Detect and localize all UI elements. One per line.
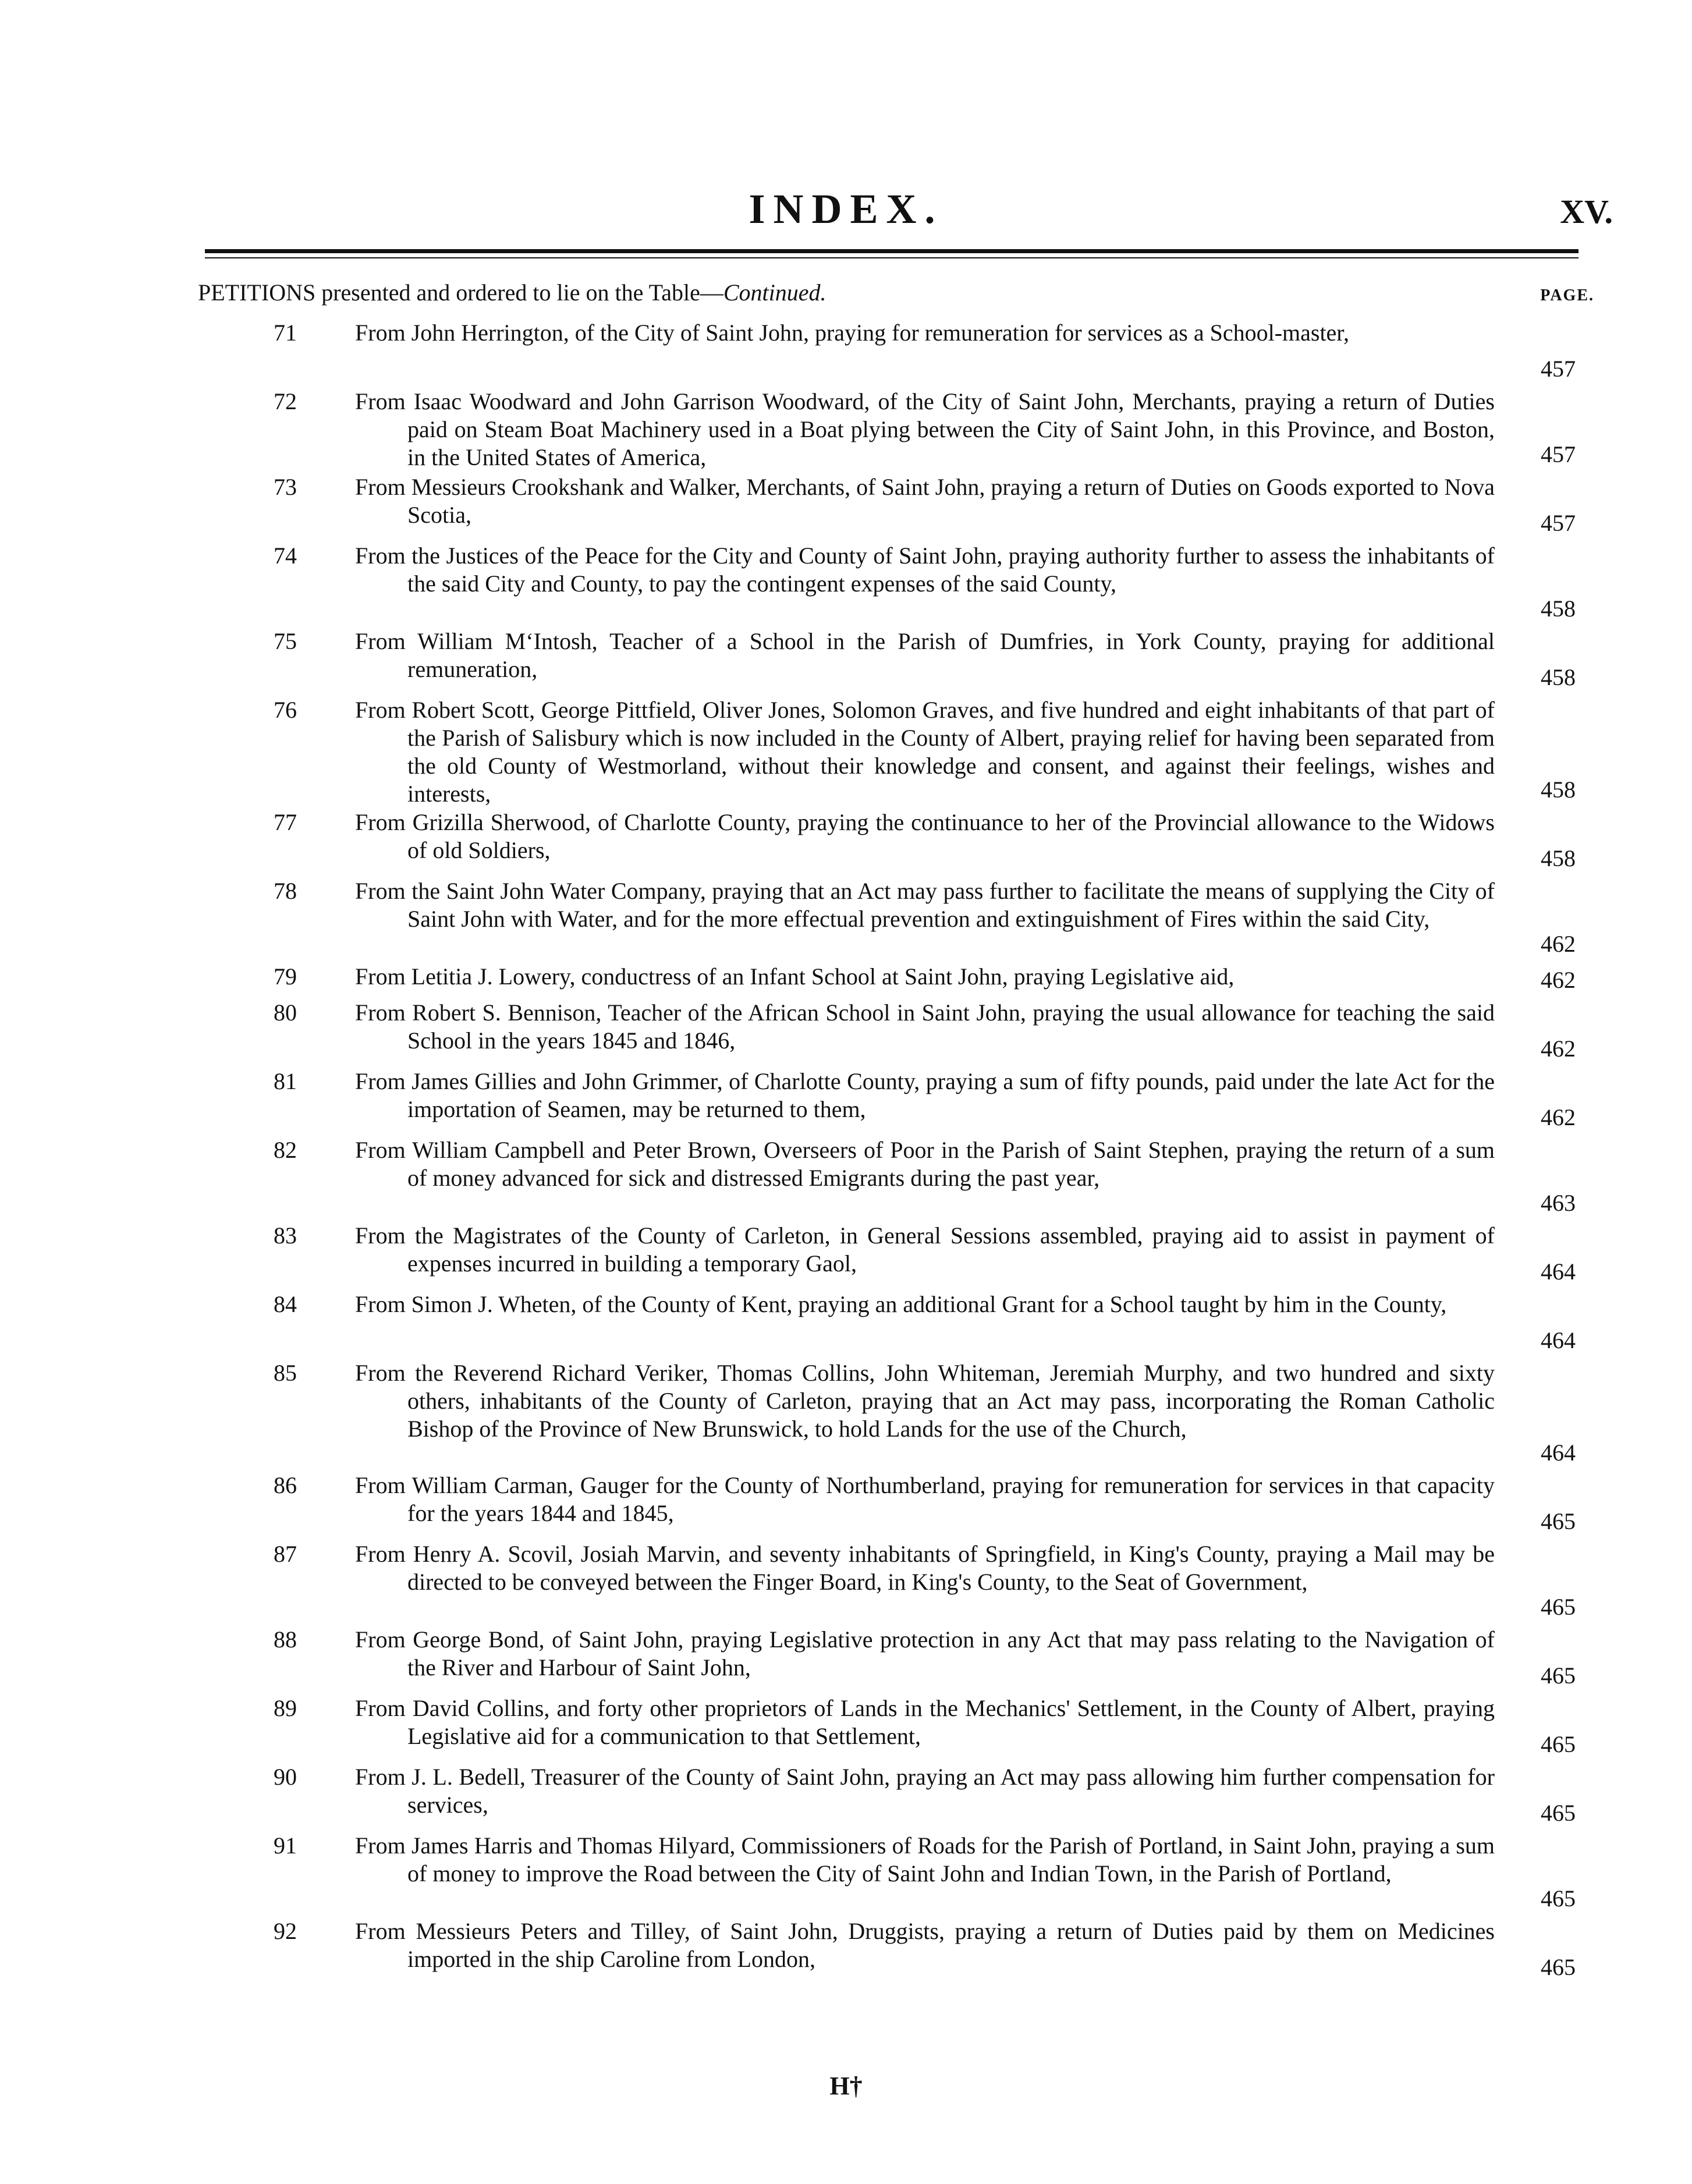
- petition-page: 464: [1541, 1258, 1576, 1285]
- petition-page: 465: [1541, 1594, 1576, 1620]
- petition-number: 80: [274, 999, 297, 1026]
- petition-page: 465: [1541, 1800, 1576, 1826]
- petition-page: 457: [1541, 510, 1576, 536]
- petition-number: 84: [274, 1291, 297, 1317]
- petition-page: 457: [1541, 441, 1576, 467]
- petition-text: From James Harris and Thomas Hilyard, Commissioners of Roads for the Parish of Portland, in Saint John, praying a sum of money to improve the Road between the City of Saint John and Indian Town, in the Parish of Portland,: [355, 1832, 1495, 1887]
- petition-page: 458: [1541, 845, 1576, 871]
- petition-text: From Robert S. Bennison, Teacher of the African School in Saint John, praying the usual allowance for teaching the said School in the years 1845 and 1846,: [355, 999, 1495, 1054]
- petition-text: From William M‘Intosh, Teacher of a School in the Parish of Dumfries, in York County, praying for additional remuneration,: [355, 628, 1495, 682]
- petition-text: From William Carman, Gauger for the County of Northumberland, praying for remuneration for services in that capacity for the years 1844 and 1845,: [355, 1472, 1495, 1526]
- section-heading-text: PETITIONS presented and ordered to lie on the Table—: [198, 279, 723, 306]
- petition-page: 458: [1541, 777, 1576, 803]
- petition-text: From Robert Scott, George Pittfield, Oliver Jones, Solomon Graves, and five hundred and eight inhabitants of that part of the Parish of Salisbury which is now included in the County of Albert, praying relief for having been separated from the old County of Westmorland, without their knowledge and consent, and against their feelings, wishes and interests,: [355, 697, 1495, 807]
- petition-number: 74: [274, 543, 297, 569]
- petition-number: 91: [274, 1832, 297, 1859]
- petition-entry: [0, 1763, 1692, 1832]
- petition-page: 465: [1541, 1731, 1576, 1757]
- petition-number: 76: [274, 697, 297, 723]
- page-title: INDEX.: [749, 186, 943, 232]
- petition-number: 78: [274, 878, 297, 904]
- printer-signature-mark: H†: [829, 2072, 863, 2100]
- petition-number: 90: [274, 1764, 297, 1790]
- petition-number: 92: [274, 1918, 297, 1944]
- petition-text: From Simon J. Wheten, of the County of Kent, praying an additional Grant for a School taught by him in the County,: [355, 1291, 1447, 1317]
- header-rule-thick: [205, 249, 1579, 253]
- petition-entry: [0, 542, 1692, 627]
- header-rule-thin: [205, 257, 1579, 258]
- petition-entry: [0, 963, 1692, 999]
- petition-entry: [0, 1222, 1692, 1290]
- petition-text: From Grizilla Sherwood, of Charlotte County, praying the continuance to her of the Provincial allowance to the Widows of old Soldiers,: [355, 809, 1495, 863]
- petition-entry: [0, 1832, 1692, 1917]
- petition-number: 75: [274, 628, 297, 654]
- petition-number: 85: [274, 1360, 297, 1386]
- petition-entry: [0, 319, 1692, 388]
- petition-page: 462: [1541, 931, 1576, 957]
- petition-page: 465: [1541, 1885, 1576, 1912]
- petition-page: 457: [1541, 356, 1576, 382]
- petition-text: From Isaac Woodward and John Garrison Woodward, of the City of Saint John, Merchants, praying a return of Duties paid on Steam Boat Machinery used in a Boat plying between the City of Saint John, in this Province, and Boston, in the United States of America,: [355, 388, 1495, 470]
- petition-number: 88: [274, 1626, 297, 1653]
- petition-page: 465: [1541, 1954, 1576, 1980]
- petition-entry: [0, 1136, 1692, 1222]
- petition-entry: [0, 1472, 1692, 1540]
- petition-text: From J. L. Bedell, Treasurer of the County of Saint John, praying an Act may pass allowing him further compensation for services,: [355, 1764, 1495, 1818]
- petition-number: 73: [274, 474, 297, 500]
- petition-text: From the Magistrates of the County of Carleton, in General Sessions assembled, praying aid to assist in payment of expenses incurred in building a temporary Gaol,: [355, 1222, 1495, 1277]
- petition-number: 71: [274, 320, 297, 346]
- petition-number: 81: [274, 1068, 297, 1094]
- petition-entry: [0, 1068, 1692, 1136]
- petition-text: From William Campbell and Peter Brown, Overseers of Poor in the Parish of Saint Stephen, praying the return of a sum of money advanced for sick and distressed Emigrants during the past year,: [355, 1137, 1495, 1191]
- petition-entry: [0, 627, 1692, 696]
- petition-page: 458: [1541, 664, 1576, 690]
- petition-page: 458: [1541, 595, 1576, 622]
- petition-text: From Henry A. Scovil, Josiah Marvin, and seventy inhabitants of Springfield, in King's County, praying a Mail may be directed to be conveyed between the Finger Board, in King's County, to the Seat of Government,: [355, 1541, 1495, 1595]
- petition-text: From Messieurs Peters and Tilley, of Saint John, Druggists, praying a return of Duties paid by them on Medicines imported in the ship Caroline from London,: [355, 1918, 1495, 1972]
- petition-number: 87: [274, 1541, 297, 1567]
- petition-list: [0, 319, 1692, 1986]
- petition-number: 79: [274, 963, 297, 990]
- petition-entry: [0, 999, 1692, 1068]
- petition-page: 464: [1541, 1440, 1576, 1466]
- petition-text: From the Reverend Richard Veriker, Thomas Collins, John Whiteman, Jeremiah Murphy, and two hundred and sixty others, inhabitants of the County of Carleton, praying that an Act may pass, incorporating the Roman Catholic Bishop of the Province of New Brunswick, to hold Lands for the use of the Church,: [355, 1360, 1495, 1442]
- page-folio: XV.: [1560, 193, 1613, 231]
- petition-text: From the Saint John Water Company, praying that an Act may pass further to facilitate the means of supplying the City of Saint John with Water, and for the more effectual prevention and extinguishment of Fires within the said City,: [355, 878, 1495, 932]
- petition-entry: [0, 1290, 1692, 1359]
- petition-text: From George Bond, of Saint John, praying Legislative protection in any Act that may pass relating to the Navigation of the River and Harbour of Saint John,: [355, 1626, 1495, 1680]
- petition-number: 83: [274, 1222, 297, 1249]
- petition-number: 89: [274, 1695, 297, 1721]
- petition-entry: [0, 877, 1692, 963]
- page-column-label: PAGE.: [1540, 286, 1594, 304]
- petition-entry: [0, 388, 1692, 473]
- petition-entry: [0, 1917, 1692, 1986]
- petition-entry: [0, 809, 1692, 877]
- petition-page: 465: [1541, 1662, 1576, 1689]
- petition-entry: [0, 1359, 1692, 1472]
- petition-entry: [0, 473, 1692, 542]
- petition-entry: [0, 1626, 1692, 1694]
- petition-number: 72: [274, 388, 297, 414]
- section-heading: [198, 278, 1595, 307]
- petition-text: From the Justices of the Peace for the City and County of Saint John, praying authority further to assess the inhabitants of the said City and County, to pay the contingent expenses of the said County,: [355, 543, 1495, 597]
- petition-text: From Messieurs Crookshank and Walker, Merchants, of Saint John, praying a return of Duties on Goods exported to Nova Scotia,: [355, 474, 1495, 528]
- petition-page: 464: [1541, 1327, 1576, 1353]
- petition-page: 462: [1541, 1104, 1576, 1130]
- petition-entry: [0, 1694, 1692, 1763]
- petition-number: 82: [274, 1137, 297, 1163]
- petition-text: From Letitia J. Lowery, conductress of an Infant School at Saint John, praying Legislative aid,: [355, 963, 1235, 990]
- petition-page: 465: [1541, 1508, 1576, 1534]
- petition-page: 463: [1541, 1190, 1576, 1216]
- petition-number: 86: [274, 1472, 297, 1498]
- petition-entry: [0, 1540, 1692, 1626]
- petition-page: 462: [1541, 1036, 1576, 1062]
- petition-text: From David Collins, and forty other proprietors of Lands in the Mechanics' Settlement, in the County of Albert, praying Legislative aid for a communication to that Settlement,: [355, 1695, 1495, 1749]
- petition-text: From James Gillies and John Grimmer, of Charlotte County, praying a sum of fifty pounds, paid under the late Act for the importation of Seamen, may be returned to them,: [355, 1068, 1495, 1122]
- petition-entry: [0, 696, 1692, 809]
- petition-page: 462: [1541, 967, 1576, 993]
- section-heading-continued: Continued.: [723, 279, 827, 306]
- petition-text: From John Herrington, of the City of Saint John, praying for remuneration for services as a School-master,: [355, 320, 1350, 346]
- petition-number: 77: [274, 809, 297, 835]
